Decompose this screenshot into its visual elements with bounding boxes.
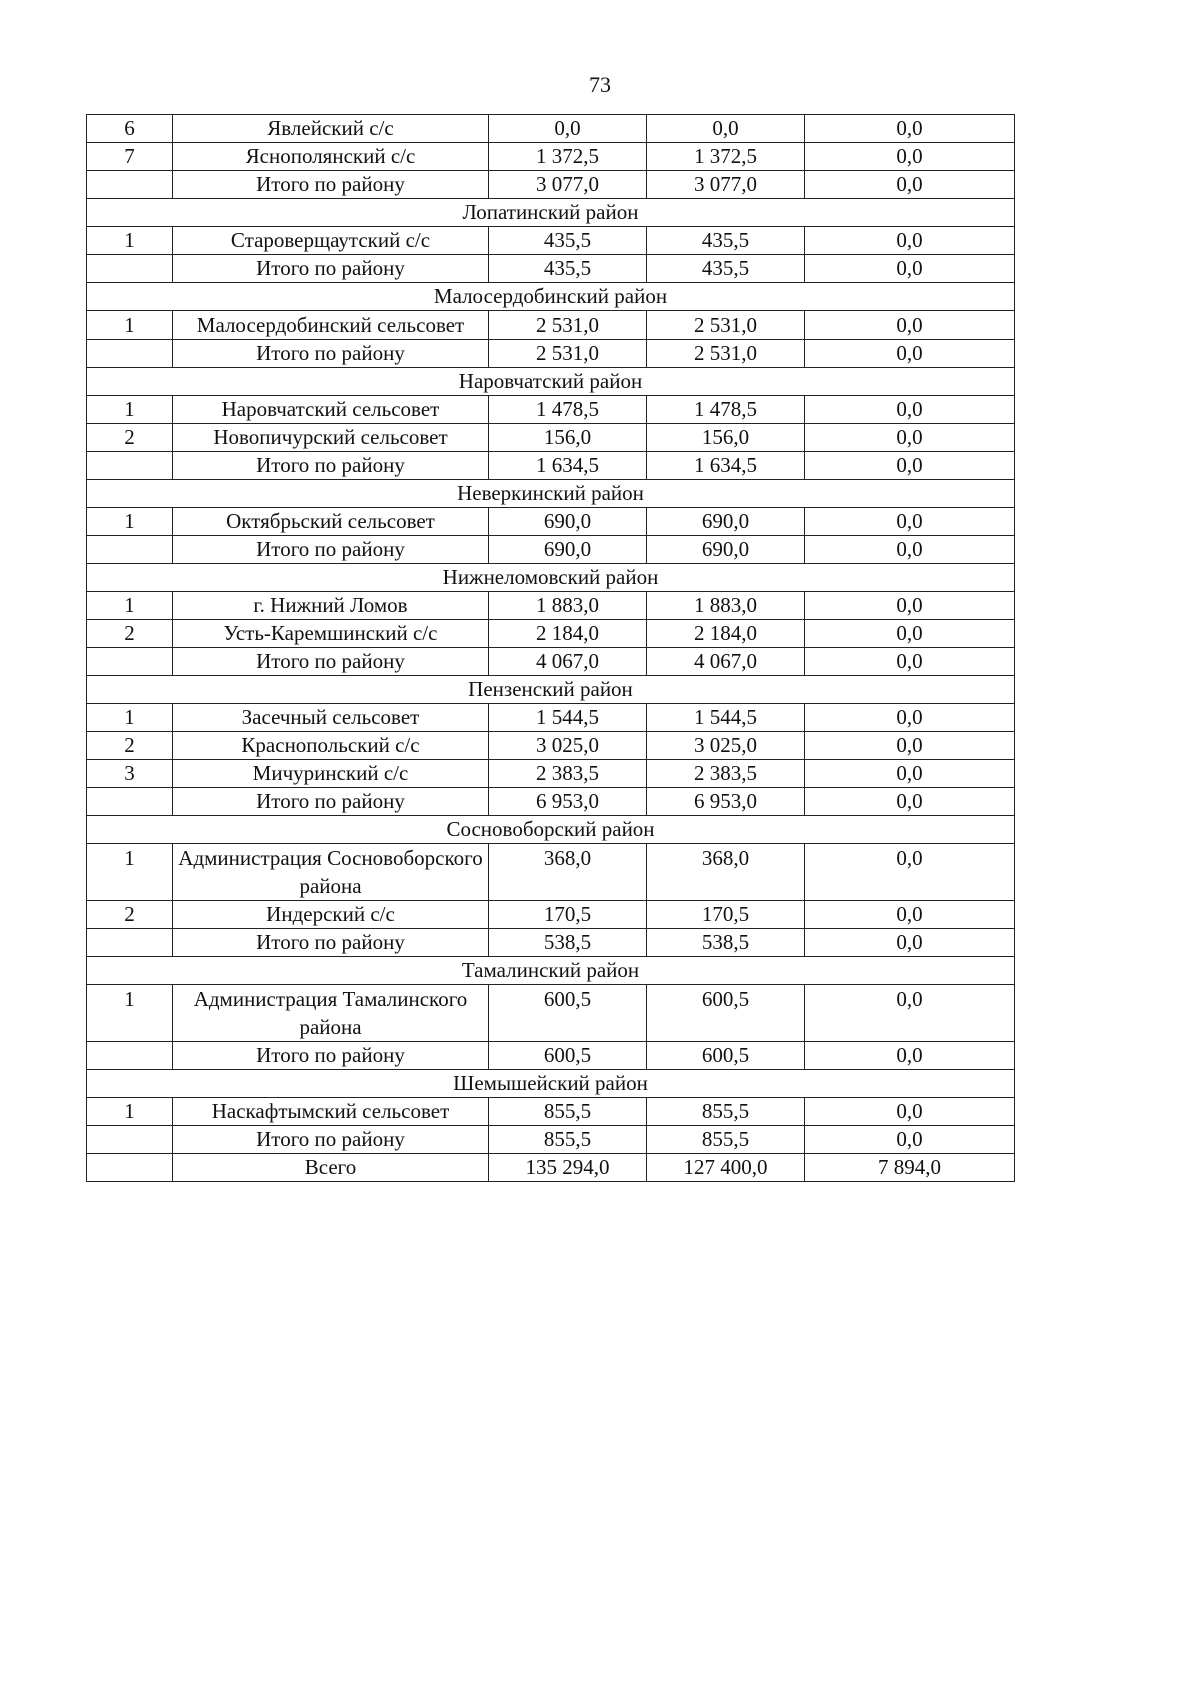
amount-total: 1 478,5 — [489, 396, 647, 424]
district-name: Лопатинский район — [87, 199, 1015, 227]
table-row — [87, 620, 1015, 648]
row-number: 1 — [87, 311, 173, 340]
amount-third: 0,0 — [805, 424, 1015, 452]
settlement-name: Итого по району — [173, 340, 489, 368]
amount-second: 368,0 — [647, 844, 805, 901]
row-number: 3 — [87, 760, 173, 788]
settlement-name: Явлейский с/с — [173, 115, 489, 143]
amount-total: 2 531,0 — [489, 311, 647, 340]
row-number — [87, 788, 173, 816]
settlement-name: г. Нижний Ломов — [173, 592, 489, 620]
row-number — [87, 1154, 173, 1182]
settlement-name: Итого по району — [173, 648, 489, 676]
row-number: 2 — [87, 424, 173, 452]
district-name: Тамалинский район — [87, 957, 1015, 985]
district-name: Шемышейский район — [87, 1070, 1015, 1098]
row-number: 1 — [87, 844, 173, 901]
amount-total: 135 294,0 — [489, 1154, 647, 1182]
district-name: Малосердобинский район — [87, 283, 1015, 311]
row-number — [87, 340, 173, 368]
row-number: 2 — [87, 901, 173, 929]
amount-total: 1 634,5 — [489, 452, 647, 480]
settlement-name: Итого по району — [173, 452, 489, 480]
amount-third: 0,0 — [805, 844, 1015, 901]
settlement-name: Итого по району — [173, 255, 489, 283]
amount-third: 0,0 — [805, 929, 1015, 957]
row-number — [87, 1042, 173, 1070]
settlement-name: Итого по району — [173, 536, 489, 564]
table-row — [87, 508, 1015, 536]
district-header-row — [87, 368, 1015, 396]
district-name: Наровчатский район — [87, 368, 1015, 396]
row-number: 6 — [87, 115, 173, 143]
amount-second: 2 383,5 — [647, 760, 805, 788]
amount-third: 0,0 — [805, 115, 1015, 143]
row-number — [87, 1126, 173, 1154]
table-row — [87, 985, 1015, 1042]
budget-table — [86, 114, 1015, 1182]
table-row — [87, 901, 1015, 929]
settlement-name: Индерский с/с — [173, 901, 489, 929]
amount-third: 0,0 — [805, 648, 1015, 676]
row-number: 1 — [87, 508, 173, 536]
settlement-name: Малосердобинский сельсовет — [173, 311, 489, 340]
amount-third: 0,0 — [805, 396, 1015, 424]
district-name: Нижнеломовский район — [87, 564, 1015, 592]
amount-total: 538,5 — [489, 929, 647, 957]
district-total-row — [87, 452, 1015, 480]
settlement-name: Итого по району — [173, 1126, 489, 1154]
amount-third: 0,0 — [805, 227, 1015, 255]
row-number: 1 — [87, 985, 173, 1042]
amount-total: 690,0 — [489, 536, 647, 564]
table-row — [87, 844, 1015, 901]
settlement-name: Краснопольский с/с — [173, 732, 489, 760]
district-header-row — [87, 957, 1015, 985]
amount-second: 2 531,0 — [647, 311, 805, 340]
amount-second: 690,0 — [647, 536, 805, 564]
row-number: 1 — [87, 396, 173, 424]
amount-third: 0,0 — [805, 620, 1015, 648]
amount-third: 0,0 — [805, 340, 1015, 368]
amount-second: 6 953,0 — [647, 788, 805, 816]
amount-second: 1 544,5 — [647, 704, 805, 732]
amount-second: 3 077,0 — [647, 171, 805, 199]
settlement-name: Новопичурский сельсовет — [173, 424, 489, 452]
amount-second: 1 478,5 — [647, 396, 805, 424]
table-row — [87, 227, 1015, 255]
amount-second: 4 067,0 — [647, 648, 805, 676]
amount-total: 2 531,0 — [489, 340, 647, 368]
district-header-row — [87, 199, 1015, 227]
amount-third: 0,0 — [805, 592, 1015, 620]
district-total-row — [87, 255, 1015, 283]
row-number: 2 — [87, 620, 173, 648]
amount-second: 156,0 — [647, 424, 805, 452]
district-total-row — [87, 340, 1015, 368]
district-header-row — [87, 816, 1015, 844]
settlement-name: Всего — [173, 1154, 489, 1182]
amount-total: 1 883,0 — [489, 592, 647, 620]
table-row — [87, 704, 1015, 732]
district-total-row — [87, 171, 1015, 199]
table-row — [87, 424, 1015, 452]
amount-third: 0,0 — [805, 1126, 1015, 1154]
table-row — [87, 311, 1015, 340]
district-header-row — [87, 676, 1015, 704]
amount-total: 2 383,5 — [489, 760, 647, 788]
amount-third: 0,0 — [805, 255, 1015, 283]
row-number: 7 — [87, 143, 173, 171]
row-number: 1 — [87, 227, 173, 255]
amount-third: 0,0 — [805, 704, 1015, 732]
district-header-row — [87, 480, 1015, 508]
district-name: Неверкинский район — [87, 480, 1015, 508]
settlement-name: Администрация Сосновоборского района — [173, 844, 489, 901]
amount-second: 1 634,5 — [647, 452, 805, 480]
amount-total: 3 077,0 — [489, 171, 647, 199]
amount-third: 0,0 — [805, 143, 1015, 171]
amount-third: 0,0 — [805, 1098, 1015, 1126]
settlement-name: Октябрьский сельсовет — [173, 508, 489, 536]
row-number — [87, 452, 173, 480]
amount-third: 0,0 — [805, 732, 1015, 760]
amount-second: 855,5 — [647, 1126, 805, 1154]
amount-third: 0,0 — [805, 536, 1015, 564]
amount-total: 3 025,0 — [489, 732, 647, 760]
grand-total-row — [87, 1154, 1015, 1182]
district-total-row — [87, 648, 1015, 676]
amount-total: 2 184,0 — [489, 620, 647, 648]
amount-total: 6 953,0 — [489, 788, 647, 816]
amount-total: 855,5 — [489, 1098, 647, 1126]
amount-second: 0,0 — [647, 115, 805, 143]
amount-total: 368,0 — [489, 844, 647, 901]
amount-second: 855,5 — [647, 1098, 805, 1126]
district-name: Пензенский район — [87, 676, 1015, 704]
settlement-name: Итого по району — [173, 788, 489, 816]
table-row — [87, 760, 1015, 788]
settlement-name: Наровчатский сельсовет — [173, 396, 489, 424]
amount-second: 170,5 — [647, 901, 805, 929]
row-number: 1 — [87, 1098, 173, 1126]
amount-total: 600,5 — [489, 985, 647, 1042]
amount-second: 435,5 — [647, 227, 805, 255]
table-body — [87, 115, 1015, 1182]
row-number — [87, 536, 173, 564]
settlement-name: Администрация Тамалинского района — [173, 985, 489, 1042]
amount-second: 3 025,0 — [647, 732, 805, 760]
district-total-row — [87, 1042, 1015, 1070]
amount-total: 435,5 — [489, 255, 647, 283]
district-total-row — [87, 536, 1015, 564]
district-header-row — [87, 564, 1015, 592]
amount-second: 538,5 — [647, 929, 805, 957]
row-number — [87, 171, 173, 199]
settlement-name: Итого по району — [173, 171, 489, 199]
amount-third: 0,0 — [805, 311, 1015, 340]
amount-second: 600,5 — [647, 1042, 805, 1070]
settlement-name: Наскафтымский сельсовет — [173, 1098, 489, 1126]
district-header-row — [87, 1070, 1015, 1098]
page-number: 73 — [589, 72, 611, 97]
amount-total: 1 544,5 — [489, 704, 647, 732]
row-number — [87, 648, 173, 676]
amount-third: 0,0 — [805, 508, 1015, 536]
table-row — [87, 1098, 1015, 1126]
amount-third: 0,0 — [805, 788, 1015, 816]
district-name: Сосновоборский район — [87, 816, 1015, 844]
amount-second: 1 883,0 — [647, 592, 805, 620]
settlement-name: Староверщаутский с/с — [173, 227, 489, 255]
table-row — [87, 143, 1015, 171]
amount-third: 0,0 — [805, 901, 1015, 929]
district-total-row — [87, 788, 1015, 816]
amount-total: 1 372,5 — [489, 143, 647, 171]
settlement-name: Мичуринский с/с — [173, 760, 489, 788]
amount-second: 1 372,5 — [647, 143, 805, 171]
district-header-row — [87, 283, 1015, 311]
table-row — [87, 396, 1015, 424]
amount-total: 4 067,0 — [489, 648, 647, 676]
row-number: 2 — [87, 732, 173, 760]
table-row — [87, 115, 1015, 143]
amount-second: 600,5 — [647, 985, 805, 1042]
amount-second: 435,5 — [647, 255, 805, 283]
settlement-name: Засечный сельсовет — [173, 704, 489, 732]
amount-second: 2 184,0 — [647, 620, 805, 648]
amount-total: 435,5 — [489, 227, 647, 255]
amount-total: 855,5 — [489, 1126, 647, 1154]
amount-total: 690,0 — [489, 508, 647, 536]
amount-total: 156,0 — [489, 424, 647, 452]
row-number — [87, 929, 173, 957]
settlement-name: Итого по району — [173, 929, 489, 957]
row-number — [87, 255, 173, 283]
amount-second: 2 531,0 — [647, 340, 805, 368]
district-total-row — [87, 1126, 1015, 1154]
district-total-row — [87, 929, 1015, 957]
amount-total: 0,0 — [489, 115, 647, 143]
row-number: 1 — [87, 592, 173, 620]
row-number: 1 — [87, 704, 173, 732]
amount-third: 0,0 — [805, 171, 1015, 199]
settlement-name: Усть-Каремшинский с/с — [173, 620, 489, 648]
table-row — [87, 732, 1015, 760]
amount-third: 0,0 — [805, 1042, 1015, 1070]
amount-total: 600,5 — [489, 1042, 647, 1070]
amount-third: 0,0 — [805, 760, 1015, 788]
amount-total: 170,5 — [489, 901, 647, 929]
amount-second: 127 400,0 — [647, 1154, 805, 1182]
amount-second: 690,0 — [647, 508, 805, 536]
settlement-name: Итого по району — [173, 1042, 489, 1070]
table-row — [87, 592, 1015, 620]
amount-third: 0,0 — [805, 985, 1015, 1042]
amount-third: 7 894,0 — [805, 1154, 1015, 1182]
settlement-name: Яснополянский с/с — [173, 143, 489, 171]
amount-third: 0,0 — [805, 452, 1015, 480]
